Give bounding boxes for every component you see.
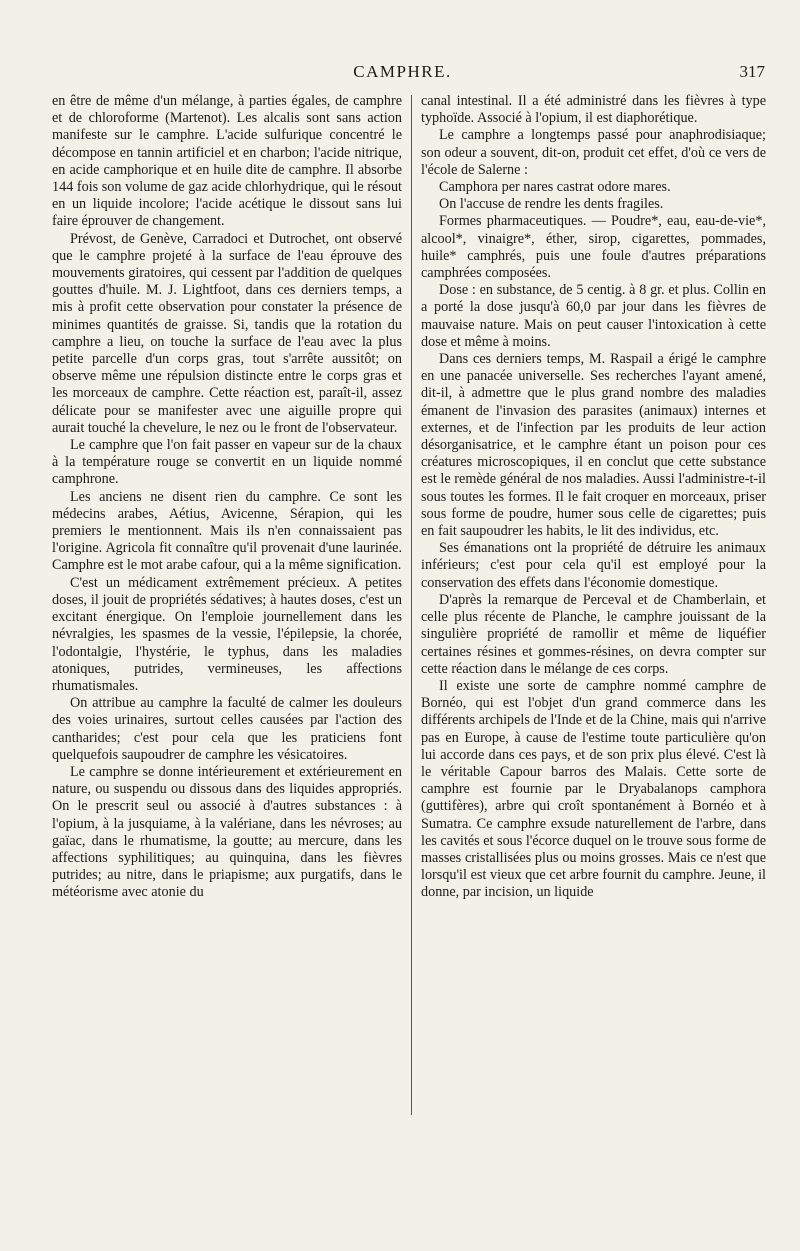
paragraph: canal intestinal. Il a été administré dans les fièvres à type typhoïde. Associé à l'opium, il est diaphorétique. bbox=[421, 93, 766, 127]
left-column bbox=[52, 93, 402, 902]
paragraph: Le camphre se donne intérieurement et extérieurement en nature, ou suspendu ou dissous dans des liquides appropriés. On le prescrit seul ou associé à d'autres substances : à l'opium, à la jusquiame, à la valériane, dans les névroses; au gaïac, dans le rhumatisme, la goutte; au mercure, dans les affections syphilitiques; au quinquina, dans les fièvres putrides; au nitre, dans le priapisme; aux purgatifs, dans le météorisme avec atonie du bbox=[52, 763, 402, 901]
paragraph: Dans ces derniers temps, M. Raspail a érigé le camphre en une panacée universelle. Ses recherches l'ayant amené, dit-il, à admettre que le plus grand nombre des maladies émanent de l'invasion des parasites (animaux) internes et externes, et de l'infection par les produits de leur action désorganisatrice, et le camphre étant un poison pour ces créatures microscopiques, il en conclut que cette substance est le remède général de nos maladies. Aussi l'administre-t-il sous toutes les formes. Il le fait croquer en morceaux, priser sous forme de poudre, humer sous celle de cigarettes; puis en fait saupoudrer les habits, le lit des individus, etc. bbox=[421, 351, 766, 540]
paragraph: D'après la remarque de Perceval et de Chamberlain, et celle plus récente de Planche, le camphre jouissant de la singulière propriété de ramollir et même de liquéfier certaines résines et gommes-résines, on devra compter sur cette réaction dans le mélange de ces corps. bbox=[421, 591, 766, 677]
paragraph: Il existe une sorte de camphre nommé camphre de Bornéo, qui est l'objet d'un grand commerce dans les différents archipels de l'Inde et de la Chine, mais qui n'arrive pas en Europe, à cause de l'estime toute particulière qu'on lui accorde dans ces pays, et de son prix plus élevé. C'est là le véritable Capour barros des Malais. Cette sorte de camphre est fournie par le Dryabalanops camphora (guttifères), arbre qui croît spontanément à Bornéo et à Sumatra. Ce camphre exsude naturellement de l'arbre, dans les cavités et sous l'écorce duquel on le trouve sous forme de masses cristallisées plus ou moins grosses. Mais ce n'est que lorsqu'il est vieux que cet arbre fournit du camphre. Jeune, il donne, par incision, un liquide bbox=[421, 677, 766, 901]
paragraph: Formes pharmaceutiques. — Poudre*, eau, eau-de-vie*, alcool*, vinaigre*, éther, sirop, cigarettes, pommades, huile* camphrés, puis une foule d'autres préparations camphrées composées. bbox=[421, 213, 766, 282]
page-header bbox=[40, 62, 765, 84]
paragraph: Les anciens ne disent rien du camphre. Ce sont les médecins arabes, Aétius, Avicenne, Sérapion, qui les premiers le mentionnent. Mais ils n'en connaissaient pas l'origine. Agricola fit connaître qu'il provenait d'une laurinée. Camphre est le mot arabe cafour, qui a la même signification. bbox=[52, 488, 402, 574]
paragraph: Le camphre a longtemps passé pour anaphrodisiaque; son odeur a souvent, dit-on, produit cet effet, d'où ce vers de l'école de Salerne : bbox=[421, 127, 766, 178]
paragraph: Prévost, de Genève, Carradoci et Dutrochet, ont observé que le camphre projeté à la surface de l'eau éprouve des mouvements giratoires, qui cessent par l'addition de quelques gouttes d'huile. M. J. Lightfoot, dans ces derniers temps, a mis à profit cette observation pour constater la présence de minimes quantités de graisse. Si, tandis que la rotation du camphre a lieu, on touche la surface de l'eau avec la plus petite parcelle d'un corps gras, tout s'arrête aussitôt; on observe même une répulsion distincte entre le corps gras et les morceaux de camphre. Cette réaction est, paraît-il, assez délicate pour se manifester avec une aiguille propre qui aurait touché la chevelure, le nez ou le front de l'observateur. bbox=[52, 230, 402, 436]
page-number: 317 bbox=[739, 62, 765, 81]
paragraph: On l'accuse de rendre les dents fragiles. bbox=[439, 196, 664, 213]
paragraph: On attribue au camphre la faculté de calmer les douleurs des voies urinaires, surtout celles causées par l'action des cantharides; c'est pour cela que les praticiens font quelquefois saupoudrer de camphre les vésicatoires. bbox=[52, 695, 402, 763]
paragraph: Dose : en substance, de 5 centig. à 8 gr. et plus. Collin en a porté la dose jusqu'à 60,0 par jour dans les fièvres de mauvaise nature. Mais on peut causer l'intoxication à cette dose et même à moins. bbox=[421, 282, 766, 350]
column-divider bbox=[411, 95, 412, 1115]
paragraph: en être de même d'un mélange, à parties égales, de camphre et de chloroforme (Martenot). Les alcalis sont sans action manifeste sur le camphre. L'acide sulfurique concentré le décompose en tannin artificiel et en charbon; l'acide nitrique, en acide camphorique et en huile dite de camphre. Il absorbe 144 fois son volume de gaz acide chlorhydrique, qui le résout en un liquide incolore; l'acide acétique le dissout sans lui faire éprouver de changement. bbox=[52, 93, 402, 230]
paragraph: Camphora per nares castrat odore mares. bbox=[439, 179, 671, 196]
right-column bbox=[421, 93, 766, 902]
paragraph: Le camphre que l'on fait passer en vapeur sur de la chaux à la température rouge se convertit en un liquide nommé camphrone. bbox=[52, 437, 402, 488]
paragraph: Ses émanations ont la propriété de détruire les animaux inférieurs; c'est pour cela qu'il est employé pour la conservation des effets dans l'économie domestique. bbox=[421, 540, 766, 591]
paragraph: C'est un médicament extrêmement précieux. A petites doses, il jouit de propriétés sédatives; à hautes doses, c'est un excitant énergique. On l'emploie journellement dans les névralgies, les spasmes de la vessie, l'épilepsie, la chorée, l'odontalgie, l'hystérie, le typhus, dans les maladies atoniques, putrides, vermineuses, les affections rhumatismales. bbox=[52, 574, 402, 694]
running-title: CAMPHRE. bbox=[353, 62, 452, 81]
